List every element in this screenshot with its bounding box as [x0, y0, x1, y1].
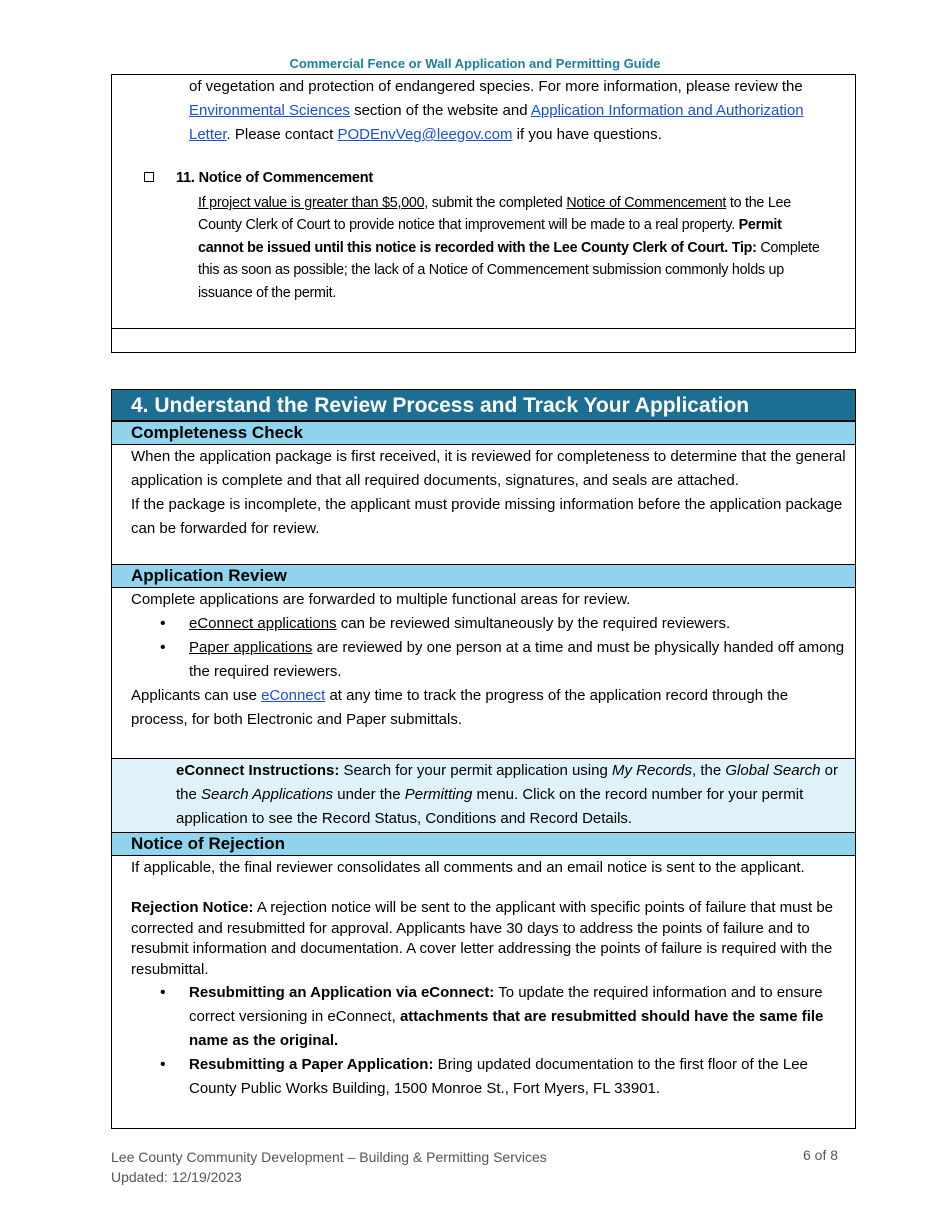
- notice-of-rejection-text: If applicable, the final reviewer consolidates all comments and an email notice is sent to the applicant. Rejection Notice: A rejection notice will be sent to the applicant with specific points of failure that must be corrected and resubmitted for approval. Applicants have 30 days to address the points of failure and to resubmit information and documentation. A cover letter addressing the points of failure is required with the resubmittal. • Resubmitting an Application via eConnect: To update the required information and to ensure correct versioning in eConnect, attachments that are resubmitted should have the same file name as the original. • Resubmitting a Paper Application: Bring updated documentation to the first floor of the Lee County Public Works Building, 1500 Monroe St., Fort Myers, FL 33901.: [131, 856, 846, 1101]
- page-header-title: Commercial Fence or Wall Application and Permitting Guide: [289, 56, 661, 71]
- completeness-check-heading: Completeness Check: [112, 421, 855, 445]
- checklist-box: [111, 74, 856, 353]
- footer-org: Lee County Community Development – Building & Permitting Services Updated: 12/19/2023: [111, 1149, 547, 1185]
- application-review-heading: Application Review: [112, 564, 855, 588]
- econnect-link[interactable]: eConnect: [261, 687, 326, 704]
- econnect-instructions-text: eConnect Instructions: Search for your permit application using My Records, the Global Search or the Search Applications under the Permitting menu. Click on the record number for your permit application to see the Record Status, Conditions and Record Details.: [176, 762, 838, 827]
- list-item: • Paper applications are reviewed by one person at a time and must be physically handed off among the required reviewers.: [131, 636, 846, 684]
- application-info-letter-link[interactable]: Application Information and Authorization Letter: [189, 102, 804, 143]
- footer-updated: Updated: 12/19/2023: [111, 1169, 242, 1185]
- table-divider: [112, 328, 855, 329]
- econnect-instructions-panel: [112, 759, 855, 832]
- notice-commencement-checkbox[interactable]: [144, 172, 154, 182]
- notice-commencement-title: 11. Notice of Commencement: [176, 170, 374, 186]
- notice-of-rejection-heading: Notice of Rejection: [112, 832, 855, 856]
- section-title: 4. Understand the Review Process and Track Your Application: [112, 390, 855, 421]
- env-continuation-text: of vegetation and protection of endangered species. For more information, please review the Environmental Sciences section of the website and Application Information and Authorization Letter. Please contact PODEnvVeg@leegov.com if you have questions.: [189, 78, 804, 143]
- completeness-text: When the application package is first received, it is reviewed for completeness to determine that the general application is complete and that all required documents, signatures, and seals are attached. If the package is incomplete, the applicant must provide missing information before the application package can be forwarded for review.: [131, 448, 846, 537]
- notice-commencement-body: If project value is greater than $5,000, submit the completed Notice of Commencement to the Lee County Clerk of Court to provide notice that improvement will be made to a real property. Permit cannot be issued until this notice is recorded with the Lee County Clerk of Court. Tip: Complete this as soon as possible; the lack of a Notice of Commencement submission commonly holds up issuance of the permit.: [198, 195, 820, 301]
- email-link[interactable]: PODEnvVeg@leegov.com: [337, 126, 513, 143]
- list-item: • eConnect applications can be reviewed simultaneously by the required reviewers.: [131, 612, 846, 636]
- page-number: 6 of 8: [803, 1147, 839, 1163]
- environmental-sciences-link[interactable]: Environmental Sciences: [189, 102, 350, 119]
- section-4-box: [111, 389, 856, 1129]
- list-item: • Resubmitting an Application via eConnect: To update the required information and to ensure correct versioning in eConnect, attachments that are resubmitted should have the same file name as the original.: [131, 981, 846, 1053]
- application-review-text: Complete applications are forwarded to multiple functional areas for review. • eConnect applications can be reviewed simultaneously by the required reviewers. • Paper applications are reviewed by one person at a time and must be physically handed off among the required reviewers. Applicants can use eConnect at any time to track the progress of the application record through the process, for both Electronic and Paper submittals.: [131, 588, 846, 732]
- list-item: • Resubmitting a Paper Application: Bring updated documentation to the first floor of the Lee County Public Works Building, 1500 Monroe St., Fort Myers, FL 33901.: [131, 1053, 846, 1101]
